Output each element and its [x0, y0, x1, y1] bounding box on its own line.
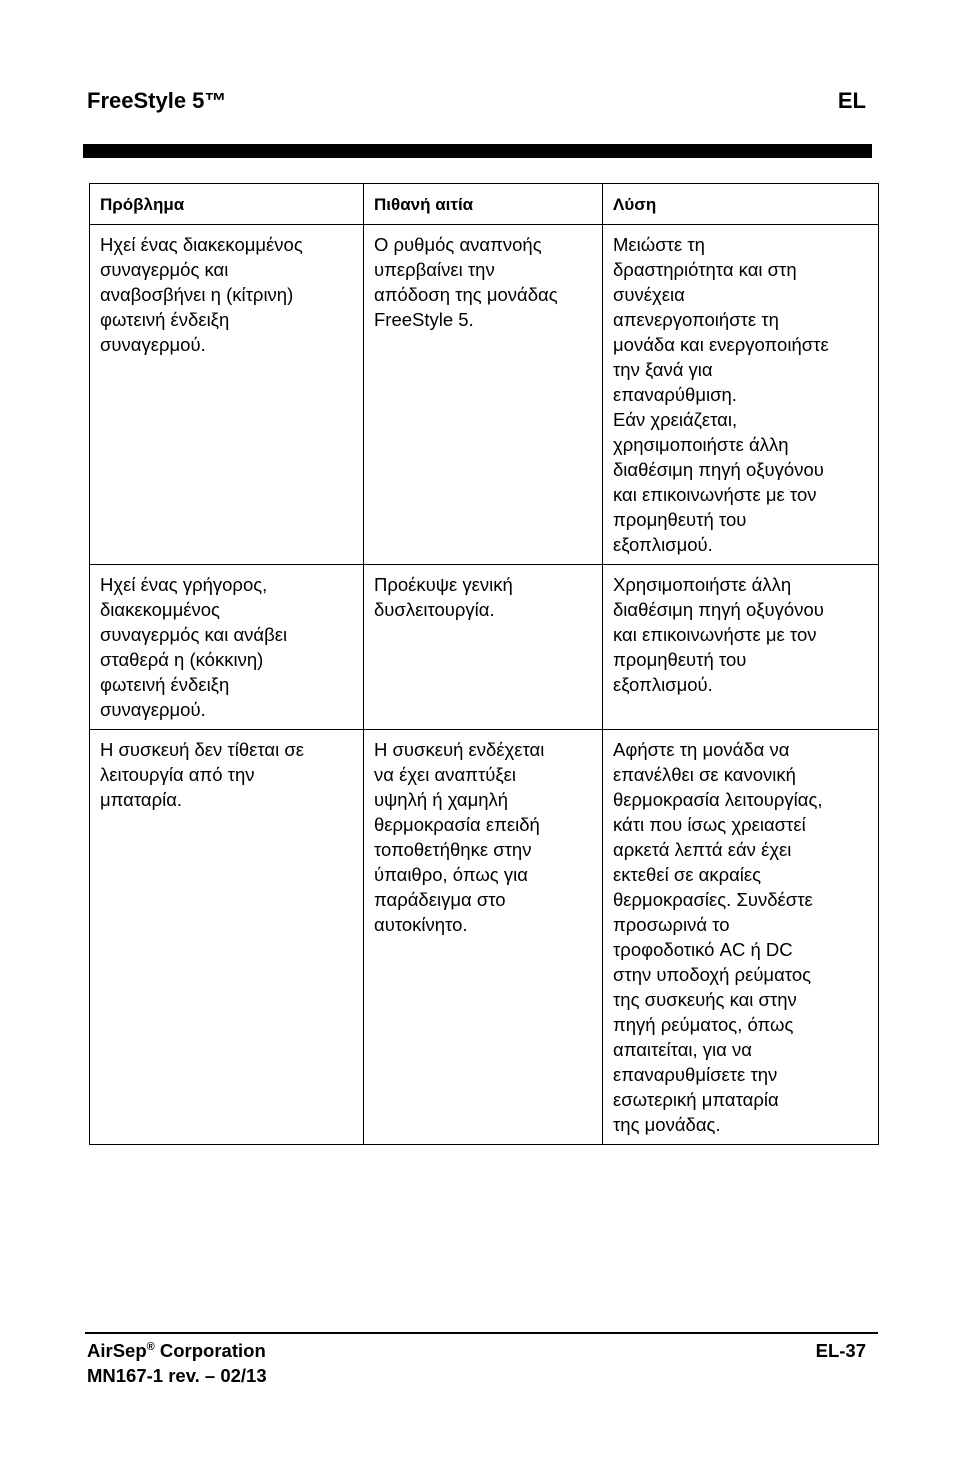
cause-text: Προέκυψε γενική δυσλειτουργία.	[374, 574, 513, 620]
column-header-solution: Λύση	[603, 184, 879, 225]
solution-cell	[603, 225, 879, 565]
solution-text: Αφήστε τη μονάδα να επανέλθει σε κανονική θερμοκρασία λειτουργίας, κάτι που ίσως χρειαστεί αρκετά λεπτά εάν έχει εκτεθεί σε ακραίες θερμοκρασίες. Συνδέστε προσωρινά το τροφοδοτικό AC ή DC στην υποδοχή ρεύματος της συσκευής και στην πηγή ρεύματος, όπως απαιτείται, για να επαναρυθμίσετε την εσωτερική μπαταρία της μονάδας.	[613, 739, 823, 1135]
language-code: EL	[837, 88, 866, 113]
solution-text: Χρησιμοποιήστε άλλη διαθέσιμη πηγή οξυγόνου και επικοινωνήστε με τον προμηθευτή του εξοπλισμού.	[613, 574, 824, 695]
problem-cell	[90, 730, 364, 1145]
company-suffix: Corporation	[159, 1340, 266, 1361]
troubleshooting-table	[89, 183, 879, 1145]
footer-company-info	[87, 1338, 267, 1388]
footer-divider	[85, 1332, 878, 1334]
cause-text: Η συσκευή ενδέχεται να έχει αναπτύξει υψηλή ή χαμηλή θερμοκρασία επειδή τοποθετήθηκε στην ύπαιθρο, όπως για παράδειγμα στο αυτοκίνητο.	[374, 739, 545, 935]
table-header-row	[90, 184, 879, 225]
company-name: AirSep	[87, 1340, 147, 1361]
problem-text: Ηχεί ένας γρήγορος, διακεκομμένος συναγερμός και ανάβει σταθερά η (κόκκινη) φωτεινή ένδειξη συναγερμού.	[100, 574, 288, 720]
problem-cell	[90, 225, 364, 565]
footer-company-line	[87, 1338, 267, 1363]
page-number: EL-37	[815, 1340, 866, 1361]
solution-cell	[603, 730, 879, 1145]
problem-text: Ηχεί ένας διακεκομμένος συναγερμός και αναβοσβήνει η (κίτρινη) φωτεινή ένδειξη συναγερμού.	[100, 234, 303, 355]
cause-text: Ο ρυθμός αναπνοής υπερβαίνει την απόδοση της μονάδας FreeStyle 5.	[374, 234, 558, 330]
solution-text: Μειώστε τη δραστηριότητα και στη συνέχεια απενεργοποιήστε τη μονάδα και ενεργοποιήστε την ξανά για επαναρύθμιση. Εάν χρειάζεται, χρησιμοποιήστε άλλη διαθέσιμη πηγή οξυγόνου και επικοινωνήστε με τον προμηθευτή του εξοπλισμού.	[613, 234, 829, 555]
cause-cell	[364, 730, 603, 1145]
table-row	[90, 225, 879, 565]
document-revision: MN167-1 rev. – 02/13	[87, 1365, 267, 1386]
table-row	[90, 565, 879, 730]
table-row	[90, 730, 879, 1145]
header-divider	[83, 144, 872, 158]
cause-cell	[364, 565, 603, 730]
document-title: FreeStyle 5™	[87, 88, 227, 113]
solution-cell	[603, 565, 879, 730]
problem-cell	[90, 565, 364, 730]
problem-text: Η συσκευή δεν τίθεται σε λειτουργία από την μπαταρία.	[100, 739, 305, 810]
cause-cell	[364, 225, 603, 565]
column-header-problem: Πρόβλημα	[90, 184, 364, 225]
column-header-cause: Πιθανή αιτία	[364, 184, 603, 225]
registered-mark: ®	[146, 1341, 155, 1353]
